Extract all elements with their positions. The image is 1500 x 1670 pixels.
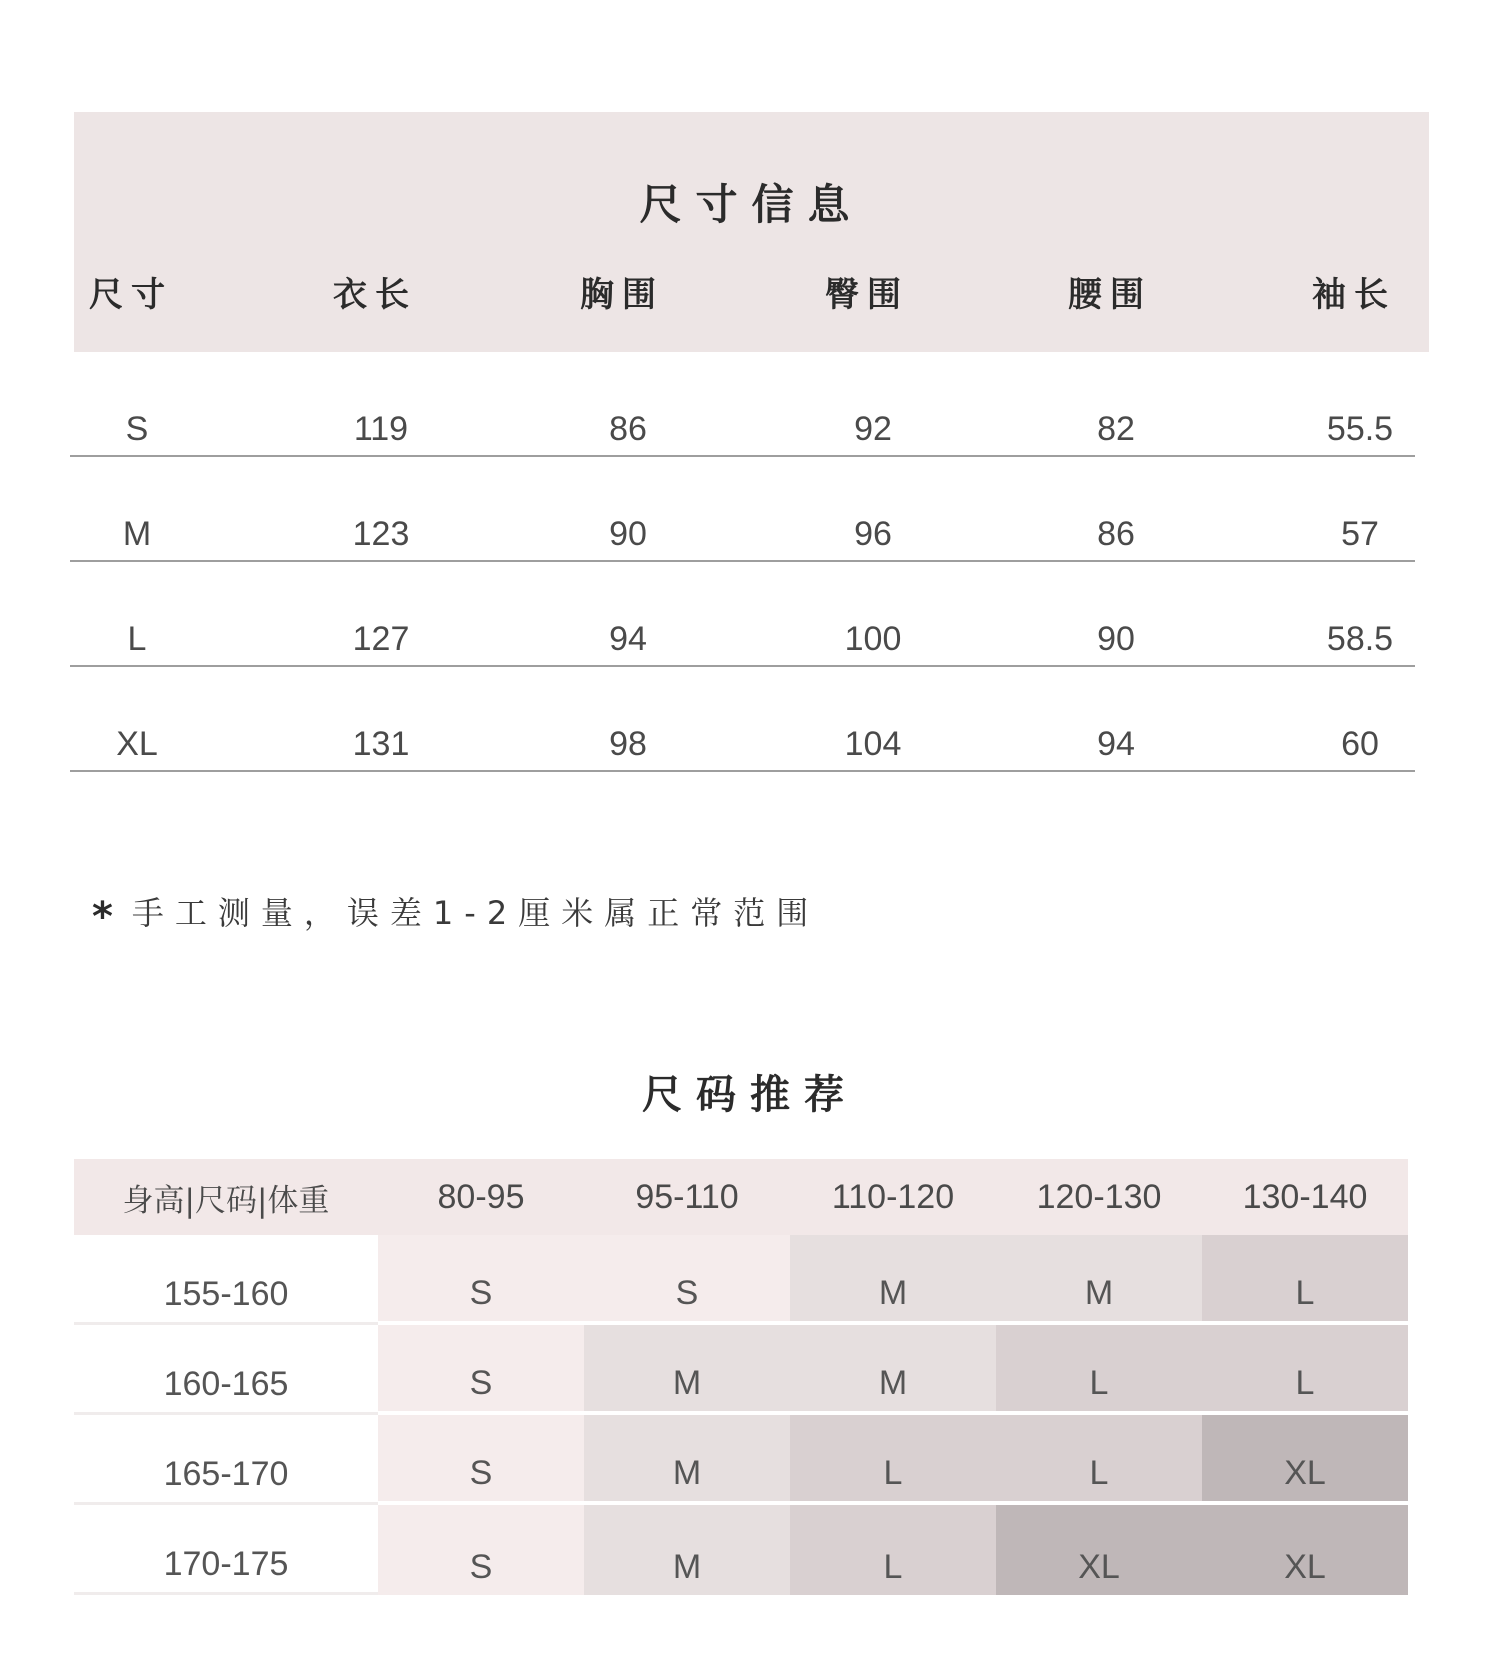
- size-recommendation-cell: L: [1202, 1325, 1408, 1415]
- table-cell: 86: [1097, 515, 1135, 553]
- weight-range-header: 80-95: [378, 1159, 584, 1235]
- size-recommendation-cell: S: [584, 1235, 790, 1325]
- table-cell: 92: [854, 410, 892, 448]
- size-info-header: [74, 112, 1429, 352]
- size-recommendation-cell: M: [790, 1325, 996, 1415]
- size-recommendation-cell: M: [584, 1415, 790, 1505]
- column-header-hip: 臀围: [825, 275, 909, 315]
- column-header-sleeve: 袖长: [1312, 275, 1396, 315]
- size-recommendation-cell: L: [996, 1325, 1202, 1415]
- size-recommendation-cell: M: [996, 1235, 1202, 1325]
- height-range-label: 155-160: [74, 1235, 378, 1325]
- size-recommendation-cell: M: [584, 1325, 790, 1415]
- table-cell: 90: [1097, 620, 1135, 658]
- table-cell: 86: [609, 410, 647, 448]
- weight-range-header: 110-120: [790, 1159, 996, 1235]
- column-header-waist: 腰围: [1068, 275, 1152, 315]
- table-cell: 90: [609, 515, 647, 553]
- asterisk-icon: *: [92, 894, 124, 940]
- table-cell: 127: [352, 620, 410, 658]
- table-cell: 94: [1097, 725, 1135, 763]
- table-cell: 82: [1097, 410, 1135, 448]
- weight-range-header: 130-140: [1202, 1159, 1408, 1235]
- size-recommendation-cell: XL: [996, 1505, 1202, 1595]
- recommendation-table: [74, 1159, 1410, 1595]
- height-range-label: 165-170: [74, 1415, 378, 1505]
- column-header-bust: 胸围: [580, 275, 664, 315]
- measurement-note: [92, 888, 819, 940]
- size-info-column-headers: [74, 267, 1429, 317]
- size-info-title: 尺寸信息: [639, 180, 864, 229]
- table-cell: 131: [352, 725, 410, 763]
- table-cell: 94: [609, 620, 647, 658]
- table-row: [70, 667, 1415, 772]
- size-recommendation-cell: XL: [1202, 1415, 1408, 1505]
- column-header-length: 衣长: [333, 275, 417, 315]
- size-recommendation-cell: S: [378, 1235, 584, 1325]
- height-range-label: 170-175: [74, 1505, 378, 1595]
- size-recommendation-cell: S: [378, 1325, 584, 1415]
- table-cell: 100: [844, 620, 902, 658]
- size-recommendation-cell: L: [790, 1415, 996, 1505]
- height-range-label: 160-165: [74, 1325, 378, 1415]
- size-recommendation-cell: M: [584, 1505, 790, 1595]
- table-cell: XL: [116, 725, 158, 763]
- table-cell: 104: [844, 725, 902, 763]
- size-recommendation-cell: L: [1202, 1235, 1408, 1325]
- weight-range-header: 95-110: [584, 1159, 790, 1235]
- table-cell: 119: [353, 410, 409, 448]
- weight-range-header: 120-130: [996, 1159, 1202, 1235]
- size-recommendation-cell: M: [790, 1235, 996, 1325]
- table-cell: 55.5: [1326, 410, 1394, 448]
- table-row: [70, 562, 1415, 667]
- recommendation-title: 尺码推荐: [642, 1072, 858, 1118]
- size-recommendation-cell: L: [996, 1415, 1202, 1505]
- size-recommendation-cell: L: [790, 1505, 996, 1595]
- table-cell: L: [127, 620, 147, 658]
- table-row: [70, 457, 1415, 562]
- table-cell: S: [125, 410, 149, 448]
- table-cell: 98: [609, 725, 647, 763]
- column-header-size: 尺寸: [89, 275, 173, 315]
- table-cell: 58.5: [1326, 620, 1394, 658]
- table-cell: 96: [854, 515, 892, 553]
- size-recommendation-cell: XL: [1202, 1505, 1408, 1595]
- corner-header: 身高|尺码|体重: [74, 1159, 378, 1235]
- table-cell: 123: [352, 515, 410, 553]
- table-cell: 60: [1341, 725, 1379, 763]
- table-cell: 57: [1341, 515, 1379, 553]
- note-text: 手工测量，误差1-2厘米属正常范围: [131, 894, 820, 932]
- table-cell: M: [122, 515, 152, 553]
- size-info-body: [70, 352, 1415, 772]
- size-recommendation-cell: S: [378, 1415, 584, 1505]
- size-recommendation-cell: S: [378, 1505, 584, 1595]
- table-row: [70, 352, 1415, 457]
